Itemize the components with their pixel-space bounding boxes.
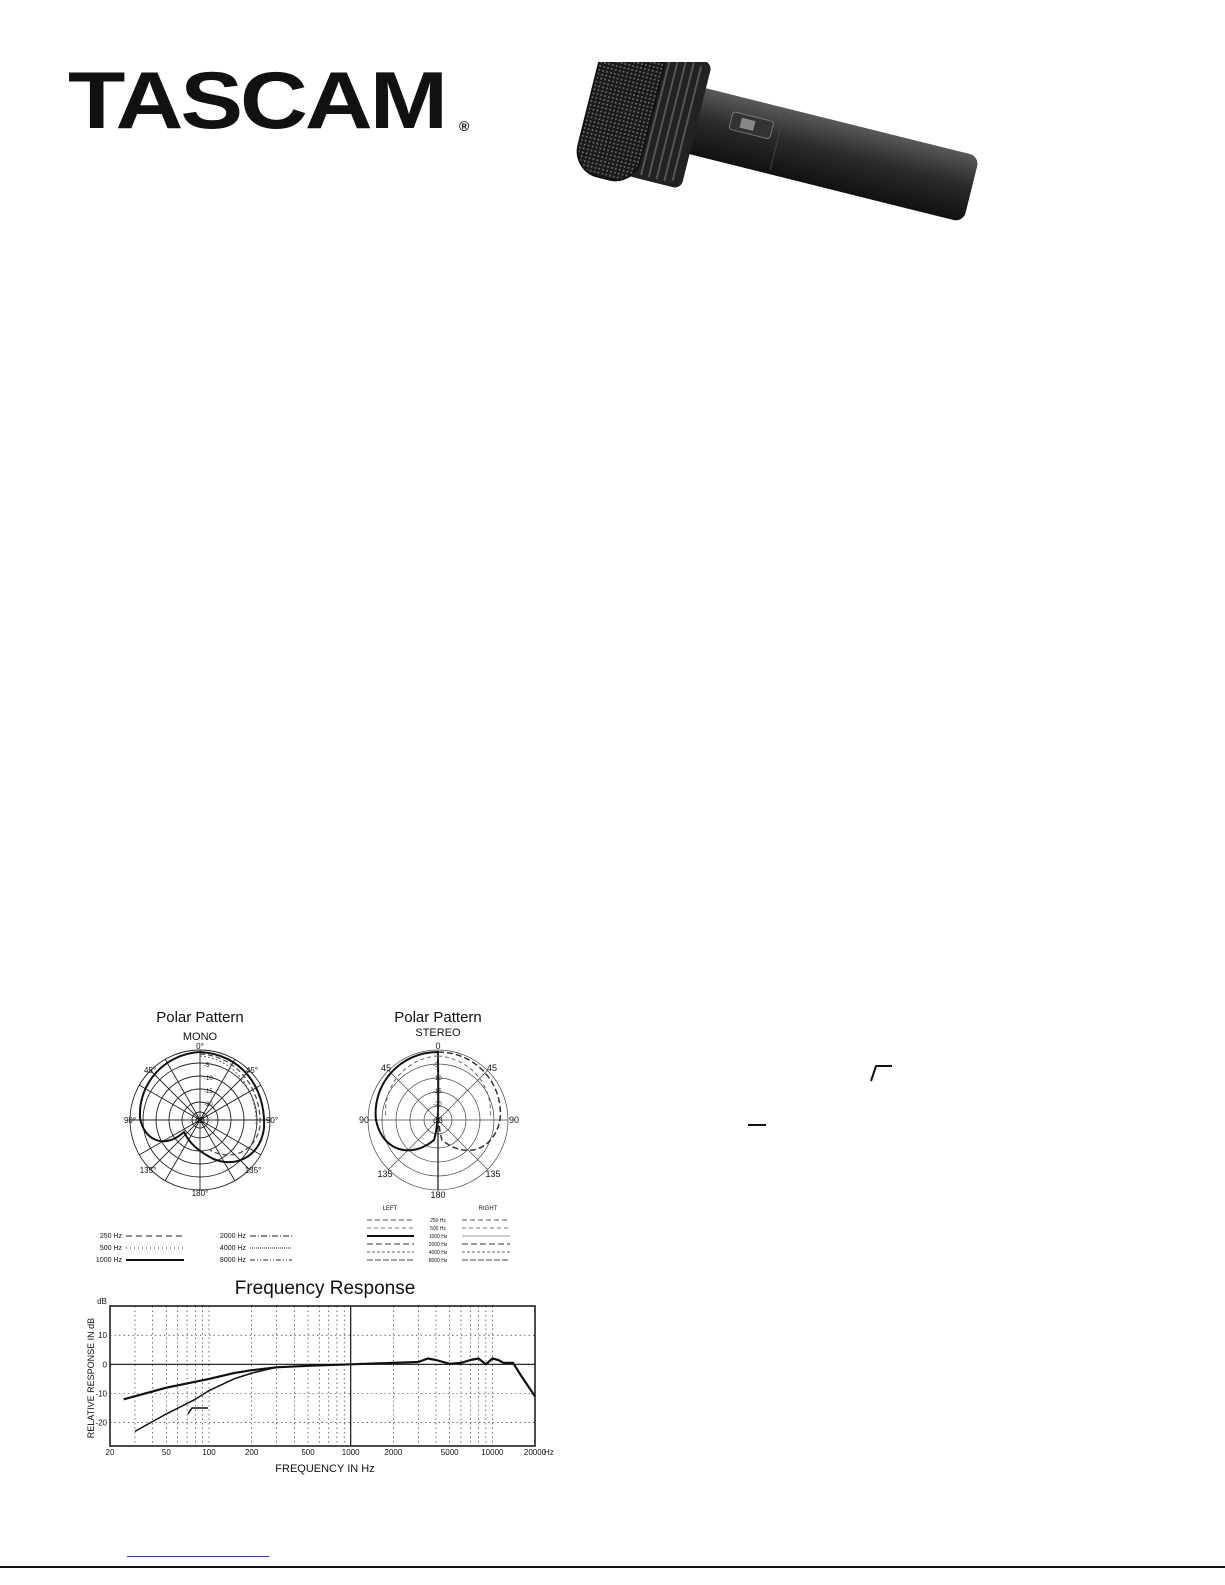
- y-tick-label: -20: [95, 1418, 107, 1428]
- polar-mono-angle-135-right: 135°: [244, 1166, 262, 1175]
- polar-pattern-mono: [90, 1000, 325, 1272]
- y-tick-label: -10: [95, 1389, 107, 1399]
- x-tick-label: 10000: [481, 1448, 504, 1457]
- footer-link-underline[interactable]: [127, 1556, 269, 1557]
- flat-symbol: [748, 1124, 766, 1126]
- polar-stereo-legend-label: 500 Hz: [430, 1226, 446, 1232]
- y-tick-label: 0: [102, 1360, 107, 1370]
- polar-mono-legend-label: 1000 Hz: [95, 1257, 122, 1264]
- polar-stereo-angle-180: 180: [430, 1190, 446, 1200]
- frequency-response-chart: [80, 1272, 560, 1482]
- plot-frame: [110, 1306, 535, 1446]
- polar-stereo-title: Polar Pattern: [394, 1009, 482, 1026]
- footer-rule: [0, 1566, 1225, 1568]
- polar-stereo-legend-label: 8000 Hz: [428, 1258, 448, 1264]
- x-tick-label: 2000: [384, 1448, 403, 1457]
- polar-stereo-db-tick: -20: [433, 1102, 442, 1108]
- response-series-2: [135, 1364, 351, 1431]
- polar-stereo-db-tick: -5: [433, 1063, 439, 1069]
- polar-mono-angle-0: 0°: [196, 1042, 204, 1051]
- y-unit-label: dB: [97, 1297, 107, 1306]
- x-tick-label: 500: [301, 1448, 315, 1457]
- x-tick-label: 50: [161, 1448, 171, 1457]
- polar-mono-angle-180: 180°: [191, 1189, 209, 1198]
- x-tick-label: 20000: [523, 1448, 547, 1457]
- polar-pattern-stereo: [350, 1000, 540, 1272]
- polar-mono-angle-90-right: 90°: [265, 1116, 279, 1125]
- polar-stereo-db-tick: -15: [433, 1089, 442, 1095]
- polar-mono-title: Polar Pattern: [156, 1009, 244, 1026]
- polar-stereo-legend-label: 1000 Hz: [428, 1234, 448, 1240]
- polar-mono-angle-135-left: 135°: [139, 1166, 157, 1175]
- polar-mono-legend-label: 4000 Hz: [219, 1245, 246, 1252]
- polar-mono-legend-label: 500 Hz: [99, 1245, 122, 1252]
- polar-stereo-angle-135-left: 135: [377, 1169, 393, 1179]
- x-tick-label: 200: [244, 1448, 259, 1457]
- registered-mark: ®: [459, 118, 470, 134]
- polar-mono-angle-45-left: 45°: [143, 1066, 157, 1075]
- polar-stereo-center-label: dB: [433, 1116, 443, 1125]
- x-axis-label: FREQUENCY IN Hz: [275, 1463, 375, 1475]
- polar-mono-legend-label: 8000 Hz: [219, 1257, 246, 1264]
- polar-stereo-angle-0: 0: [435, 1041, 441, 1051]
- y-tick-label: 10: [98, 1331, 107, 1341]
- polar-mono-legend-label: 2000 Hz: [219, 1233, 246, 1240]
- polar-stereo-left-label: LEFT: [382, 1206, 398, 1212]
- polar-mono-db-tick: -10: [204, 1076, 213, 1082]
- polar-mono-angle-90-left: 90°: [123, 1116, 137, 1125]
- low-cut-on-symbol: [868, 1060, 898, 1084]
- polar-mono-subtitle: MONO: [182, 1031, 218, 1043]
- polar-stereo-right-label: RIGHT: [478, 1206, 498, 1212]
- x-tick-label: 20: [105, 1448, 115, 1457]
- polar-mono-db-tick: -5: [204, 1063, 210, 1069]
- polar-mono-legend-label: 250 Hz: [99, 1233, 122, 1240]
- polar-stereo-angle-45-right: 45: [486, 1063, 498, 1073]
- polar-stereo-subtitle: STEREO: [415, 1027, 461, 1039]
- polar-mono-center-label: dB: [195, 1116, 205, 1125]
- y-axis-label: RELATIVE RESPONSE IN dB: [86, 1317, 96, 1439]
- polar-stereo-angle-90-right: 90: [508, 1115, 520, 1125]
- polar-mono-db-tick: -20: [204, 1102, 213, 1108]
- polar-stereo-angle-90-left: 90: [358, 1115, 370, 1125]
- polar-stereo-db-tick: -10: [433, 1076, 442, 1082]
- polar-stereo-legend-label: 2000 Hz: [428, 1242, 448, 1248]
- polar-mono-db-tick: -15: [204, 1089, 213, 1095]
- polar-stereo-angle-45-left: 45: [380, 1063, 392, 1073]
- x-tick-label: 1000: [341, 1448, 360, 1457]
- microphone-image: [575, 62, 985, 240]
- tascam-logo: TASCAM: [68, 54, 446, 146]
- polar-mono-angle-45-right: 45°: [245, 1066, 259, 1075]
- polar-stereo-legend-label: 4000 Hz: [428, 1250, 448, 1256]
- polar-stereo-legend-label: 250 Hz: [430, 1218, 446, 1224]
- x-unit-label: Hz: [544, 1448, 554, 1457]
- x-tick-label: 5000: [440, 1448, 459, 1457]
- chart-title: Frequency Response: [234, 1278, 416, 1299]
- low-cut-symbol: [188, 1408, 208, 1414]
- polar-stereo-angle-135-right: 135: [485, 1169, 501, 1179]
- x-tick-label: 100: [202, 1448, 216, 1457]
